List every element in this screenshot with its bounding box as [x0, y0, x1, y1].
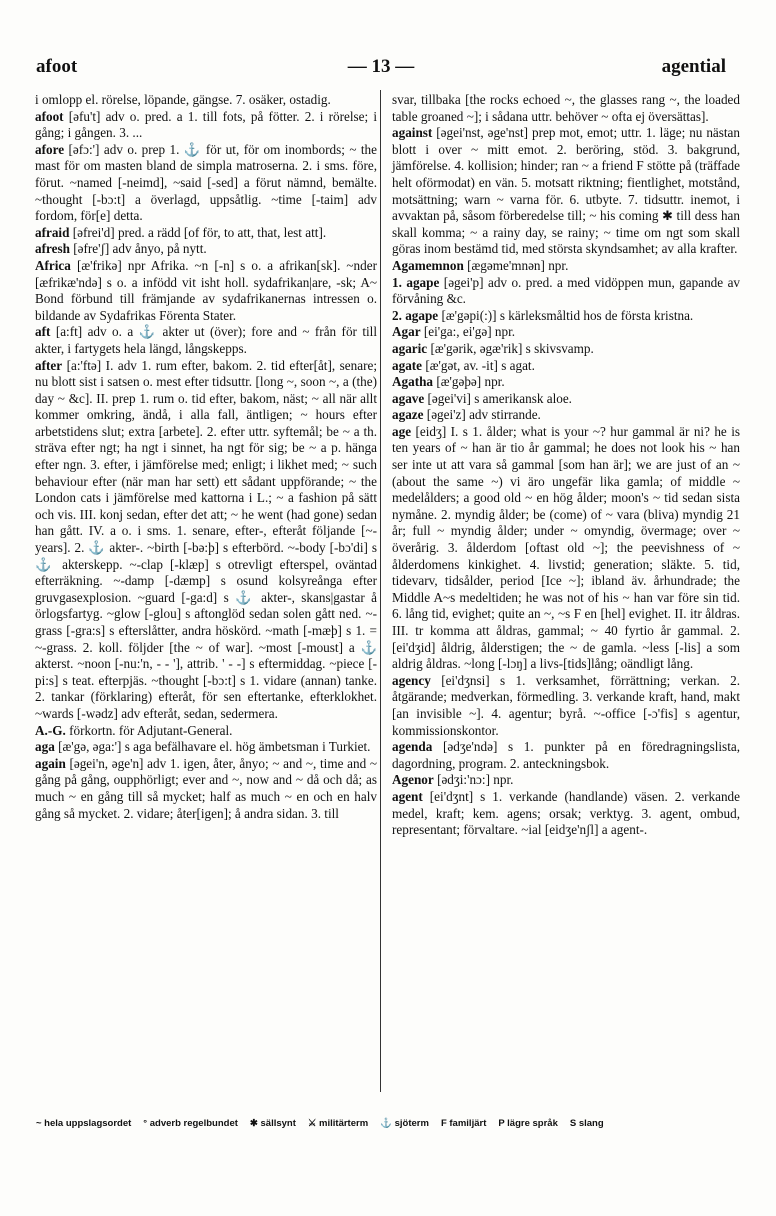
dictionary-entry — [392, 424, 740, 673]
entry-definition: [əgei'p] adv o. pred. a med vidöppen mun, gapande av förvåning &c. — [392, 274, 741, 307]
entry-headword: agaze — [392, 407, 424, 423]
entry-definition: [æ'gəþə] npr. — [436, 374, 505, 390]
entry-definition: förkortn. för Adjutant-General. — [69, 722, 233, 738]
legend-item: ⚔ militärterm — [307, 1118, 369, 1129]
entry-headword: Agatha — [392, 374, 434, 390]
entry-headword: agenda — [392, 739, 433, 755]
entry-definition: [əfre'ʃ] adv ånyo, på nytt. — [73, 241, 207, 257]
dictionary-entry — [392, 772, 740, 789]
entry-definition: [a:ft] adv o. a ⚓ akter ut (över); fore and ~ från för till akter, i fartygets hela längd, långskepps. — [35, 324, 377, 356]
entry-headword: afoot — [35, 108, 64, 124]
entry-definition: [æ'gərik, əgæ'rik] s skivsvamp. — [430, 340, 594, 356]
entry-headword: 2. agape — [392, 307, 439, 323]
dictionary-entry — [392, 673, 740, 739]
page-number: — 13 — — [347, 56, 415, 77]
entry-headword: Agamemnon — [392, 257, 464, 273]
dictionary-entry — [35, 241, 377, 258]
entry-definition: svar, tillbaka [the rocks echoed ~, the glasses rang ~, the loaded table groaned ~]; i sådana uttr. behöver ~ ofta ej översättas]. — [392, 92, 740, 124]
dictionary-entry — [392, 789, 740, 839]
entry-definition: [æ'frikə] npr Afrika. ~n [-n] s o. a afrikan[sk]. ~nder [æfrikæ'ndə] s o. a infödd vit isht holl. sydafrikan|are, -sk; A~ Bond förbund till främjande av sydafrikanernas intressen o. bildande av Sydafrikas Förenta Stater. — [35, 257, 377, 323]
dictionary-entry — [392, 125, 740, 258]
left-column — [35, 92, 377, 822]
entry-headword: A.-G. — [35, 722, 66, 738]
dictionary-entry — [35, 109, 377, 142]
header-right-guide-word: agential — [661, 56, 726, 77]
entry-definition: [əfu't] adv o. pred. a 1. till fots, på fötter. 2. i rörelse; i gång; i gången. 3. ... — [35, 108, 378, 141]
entry-definition: [ei'ga:, ei'gə] npr. — [423, 324, 516, 340]
dictionary-entry — [35, 142, 377, 225]
dictionary-entry — [392, 739, 740, 772]
entry-definition: [ədʒe'ndə] s 1. punkter på en föredragningslista, dagordning, program. 2. anteckningsbok. — [392, 739, 741, 771]
dictionary-entry — [35, 324, 377, 357]
entry-definition: [ægəme'mnən] npr. — [467, 257, 569, 273]
dictionary-entry — [392, 407, 740, 424]
entry-headword: against — [392, 125, 433, 141]
dictionary-entry — [35, 225, 377, 242]
dictionary-entry — [35, 258, 377, 324]
right-column — [392, 92, 740, 839]
dictionary-entry — [392, 258, 740, 275]
abbreviation-legend — [36, 1118, 736, 1129]
entry-headword: afraid — [35, 224, 70, 240]
entry-headword: agate — [392, 357, 423, 373]
dictionary-entry — [35, 723, 377, 740]
dictionary-entry — [392, 358, 740, 375]
legend-item: ° adverb regelbundet — [143, 1118, 238, 1129]
entry-definition: [ədʒi:'nɔ:] npr. — [437, 772, 514, 788]
dictionary-entry — [35, 92, 377, 109]
entry-headword: again — [35, 755, 66, 771]
entry-headword: afresh — [35, 241, 70, 257]
entry-headword: agent — [392, 788, 423, 804]
dictionary-entry — [392, 308, 740, 325]
entry-definition: [æ'gəpi(:)] s kärleksmåltid hos de första kristna. — [441, 307, 694, 323]
dictionary-entry — [35, 358, 377, 723]
entry-definition: [əgei'z] adv stirrande. — [426, 407, 541, 423]
legend-item: ✱ sällsynt — [249, 1118, 296, 1129]
entry-headword: agaric — [392, 340, 428, 356]
entry-headword: aft — [35, 324, 51, 340]
entry-headword: after — [35, 357, 63, 373]
entry-definition: [əgei'n, əge'n] adv 1. igen, åter, ånyo; ~ and ~, time and ~ gång på gång, oupphörligt; ever and ~, now and ~ då och då; as much ~ en gång till så mycket; half as much ~ en och en halv gång så mycket. 2. vidare; åter[igen]; å andra sidan. 3. till — [35, 755, 377, 821]
legend-item: F familjärt — [440, 1118, 487, 1129]
entry-headword: afore — [35, 141, 65, 157]
entry-definition: [əfɔ:'] adv o. prep 1. ⚓ för ut, för om inombords; ~ the mast för om masten bland de simpla matroserna. 2. i sms. före, förut. ~named [-neimd], ~said [-sed] a förut nämnd, bemälte. ~thought [-bɔ:t] a överlagd, uppsåtlig. ~time [-taim] adv fordom, för[e] detta. — [35, 141, 377, 224]
legend-item: P lägre språk — [498, 1118, 558, 1129]
dictionary-entry — [392, 374, 740, 391]
entry-headword: Agar — [392, 324, 421, 340]
dictionary-entry — [35, 739, 377, 756]
entry-definition: [əgei'nst, əge'nst] prep mot, emot; uttr. 1. läge; nu nästan blott i over ~ mitt emot. 2. beröring, stöd. 3. bakgrund, jämförelse. 4. kollision; hinder; ran ~ a friend F stötte på (träffade helt oförmodat) en vän. 5. motsatt riktning; fientlighet, motstånd, motsättning; warn ~ varna för. 6. utbyte. 7. tidsuttr. inemot, i avvaktan på, såsom förberedelse till; ~ his coming ✱ till dess han skall komma; ~ a rainy day, se rainy; ~ time om ngt som skall göras inom bestämd tid, med största skyndsamhet; av alla krafter. — [392, 125, 741, 257]
entry-definition: [əfrei'd] pred. a rädd [of för, to att, that, lest att]. — [72, 224, 327, 240]
header-left-guide-word: afoot — [36, 56, 78, 77]
column-divider — [380, 90, 381, 1092]
page-header — [36, 56, 726, 80]
entry-definition: [æ'gə, əga:'] s aga befälhavare el. hög ämbetsman i Turkiet. — [58, 739, 371, 755]
dictionary-entry — [392, 391, 740, 408]
entry-definition: [əgei'vi] s amerikansk aloe. — [427, 390, 572, 406]
dictionary-entry — [392, 341, 740, 358]
dictionary-entry — [392, 92, 740, 125]
entry-definition: i omlopp el. rörelse, löpande, gängse. 7. osäker, ostadig. — [35, 92, 331, 107]
entry-headword: aga — [35, 739, 55, 755]
entry-definition: [eidʒ] I. s 1. ålder; what is your ~? hur gammal är ni? he is ten years of ~ han är tio år gammal; he does not look his ~ han ser inte ut att vara så gammal [som han är]; we are just of an ~ (about the same ~) vi äro ungefär lika gamla; of middle ~ medelålders; a good old ~ en hög ålder; moon's ~ tid sedan sista nymåne. 2. myndig ålder; be (come) of ~ vara (bliva) myndig 21 år; full ~ myndig ålder; under ~ omyndig, övermage; over ~ överårig. 3. ålderdom [oftast old ~]; the peevishness of ~ ålderdomens kinkighet. 4. livstid; generation; släkte. 5. tid, tidevarv, tidsålder, period [Ice ~]; ibland äv. århundrade; the Middle A~s medeltiden; he was not of his ~ han var före sin tid. 6. lång tid, evighet; quite an ~, ~s F en [hel] evighet. II. itr åldras. III. tr komma att åldras, gammal; ~ 40 fyrtio år gammal. 2. [ei'dʒid] åldrig, ålderstigen; the ~ de gamla. ~less [-lis] a som aldrig åldras. ~long [-lɔŋ] a livs-[tids]lång; oändligt lång. — [392, 423, 740, 672]
entry-definition: [ei'dʒnt] s 1. verkande (handlande) väsen. 2. verkande medel, kraft; kem. agens; orsak; verktyg. 3. agent, ombud, representant; förvaltare. ~ial [eidʒe'nʃl] a agent-. — [392, 788, 740, 838]
legend-item: ~ hela uppslagsordet — [36, 1118, 132, 1129]
entry-headword: Agenor — [392, 772, 434, 788]
legend-item: ⚓ sjöterm — [380, 1118, 429, 1129]
entry-definition: [ei'dʒnsi] s 1. verksamhet, förrättning; verkan. 2. åtgärande; medverkan, förmedling. 3. verkande kraft, hand, makt [an invisible ~]. 4. agentur; byrå. ~-office [-ɔ'fis] s agentur, kommissionskontor. — [392, 672, 741, 738]
dictionary-entry — [392, 324, 740, 341]
entry-headword: 1. agape — [392, 274, 440, 290]
entry-headword: age — [392, 423, 412, 439]
dictionary-entry — [35, 756, 377, 822]
entry-definition: [a:'ftə] I. adv 1. rum efter, bakom. 2. tid efter[åt], senare; nu blott sist i satsen o. mest efter tidsuttr. [long ~, soon ~, a (the) day ~ &c]. II. prep 1. rum o. tid efter, bakom, näst; ~ all när allt kommer omkring, ändå, i alla fall, äntligen; ~ hours efter arbetstidens slut; extra [arbete]. 2. efter uttr. syftemål; be ~ a th. sträva efter ngt; ha ngt i sinnet, ha ngt för sig; be ~ a p. hänga efter ngn. 3. efter, i jämförelse med; enligt; i likhet med; ~ such behaviour efter (när man har sett) ett sådant uppförande; ~ the London cats i jämförelse med kattorna i L.; ~ a fashion på sätt och vis. III. konj sedan, efter det att; ~ he went (had gone) sedan han gått. IV. a o. i sms. 1. senare, efter-, efteråt följande [~-years]. 2. ⚓ akter-. ~birth [-bə:þ] s efterbörd. ~-body [-bɔ'di] s ⚓ akterskepp. ~-clap [-klæp] s otrevligt efterspel, oväntad efterräkning. ~-damp [-dæmp] s osund kolsyreånga efter gruvgasexplosion. ~guard [-ga:d] s ⚓ akter-, skans|gastar å örlogsfartyg. ~glow [-glou] s aftonglöd sedan solen gått ned. ~-grass [-gra:s] s efterslåtter, andra höskörd. ~math [-mæþ] s 1. = ~-grass. 2. koll. följder [the ~ of war]. ~most [-moust] a ⚓ akterst. ~noon [-nu:'n, - - '], attrib. ' - -] s eftermiddag. ~piece [-pi:s] s teat. efterpjäs. ~thought [-bɔ:t] s 1. vidare (annan) tanke. 2. tankar (förklaring) efteråt, för sen eftertanke, efterklokhet. ~wards [-wədz] adv efteråt, sedan, sedermera. — [35, 357, 377, 721]
entry-headword: Africa — [35, 257, 71, 273]
entry-headword: agave — [392, 390, 425, 406]
dictionary-entry — [392, 275, 740, 308]
entry-definition: [æ'gət, av. -it] s agat. — [425, 357, 535, 373]
entry-headword: agency — [392, 672, 431, 688]
legend-item: S slang — [569, 1118, 604, 1129]
